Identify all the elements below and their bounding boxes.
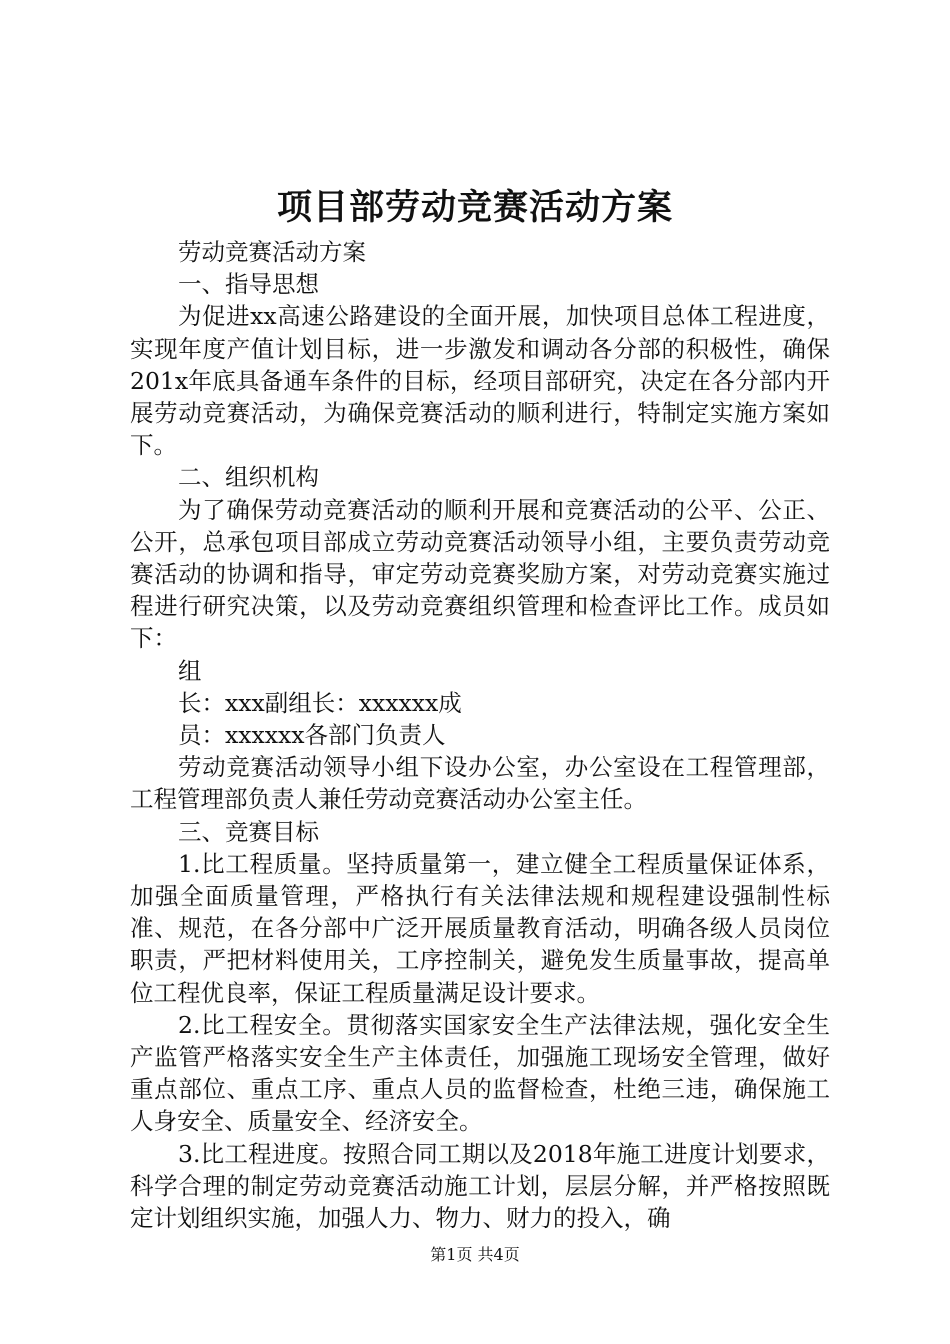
section-heading-competition-goals: 三、竞赛目标 [178,817,319,846]
member-line-3: 员：xxxxxx各部门负责人 [178,721,446,750]
section-heading-organization: 二、组织机构 [178,463,319,492]
paragraph-goal-progress: 3.比工程进度。按照合同工期以及2018年施工进度计划要求，科学合理的制定劳动竞赛活动施工计划，层层分解，并严格按照既定计划组织实施，加强人力、物力、财力的投入，确 [130,1139,830,1233]
document-subtitle: 劳动竞赛活动方案 [178,238,366,266]
paragraph-guiding-ideology: 为促进xx高速公路建设的全面开展，加快项目总体工程进度，实现年度产值计划目标，进一步激发和调动各分部的积极性，确保201x年底具备通车条件的目标，经项目部研究，决定在各分部内开展劳动竞赛活动，为确保竞赛活动的顺利进行，特制定实施方案如下。 [130,302,830,460]
page-footer: 第1页 共4页 [430,1245,520,1264]
section-heading-guiding-ideology: 一、指导思想 [178,270,319,299]
paragraph-goal-safety: 2.比工程安全。贯彻落实国家安全生产法律法规，强化安全生产监管严格落实安全生产主体责任，加强施工现场安全管理，做好重点部位、重点工序、重点人员的监督检查，杜绝三违，确保施工人身安全、质量安全、经济安全。 [130,1010,830,1136]
paragraph-goal-quality: 1.比工程质量。坚持质量第一，建立健全工程质量保证体系，加强全面质量管理，严格执行有关法律法规和规程建设强制性标准、规范，在各分部中广泛开展质量教育活动，明确各级人员岗位职责，严把材料使用关，工序控制关，避免发生质量事故，提高单位工程优良率，保证工程质量满足设计要求。 [130,849,830,1007]
paragraph-office: 劳动竞赛活动领导小组下设办公室，办公室设在工程管理部，工程管理部负责人兼任劳动竞赛活动办公室主任。 [130,753,830,814]
document-title: 项目部劳动竞赛活动方案 [276,187,673,228]
member-line-2: 长：xxx副组长：xxxxxx成 [178,688,462,717]
paragraph-organization: 为了确保劳动竞赛活动的顺利开展和竞赛活动的公平、公正、公开，总承包项目部成立劳动竞赛活动领导小组，主要负责劳动竞赛活动的协调和指导，审定劳动竞赛奖励方案，对劳动竞赛实施过程进行研究决策，以及劳动竞赛组织管理和检查评比工作。成员如下： [130,495,830,653]
document-body [130,236,830,1234]
member-line-1: 组 [178,656,202,685]
